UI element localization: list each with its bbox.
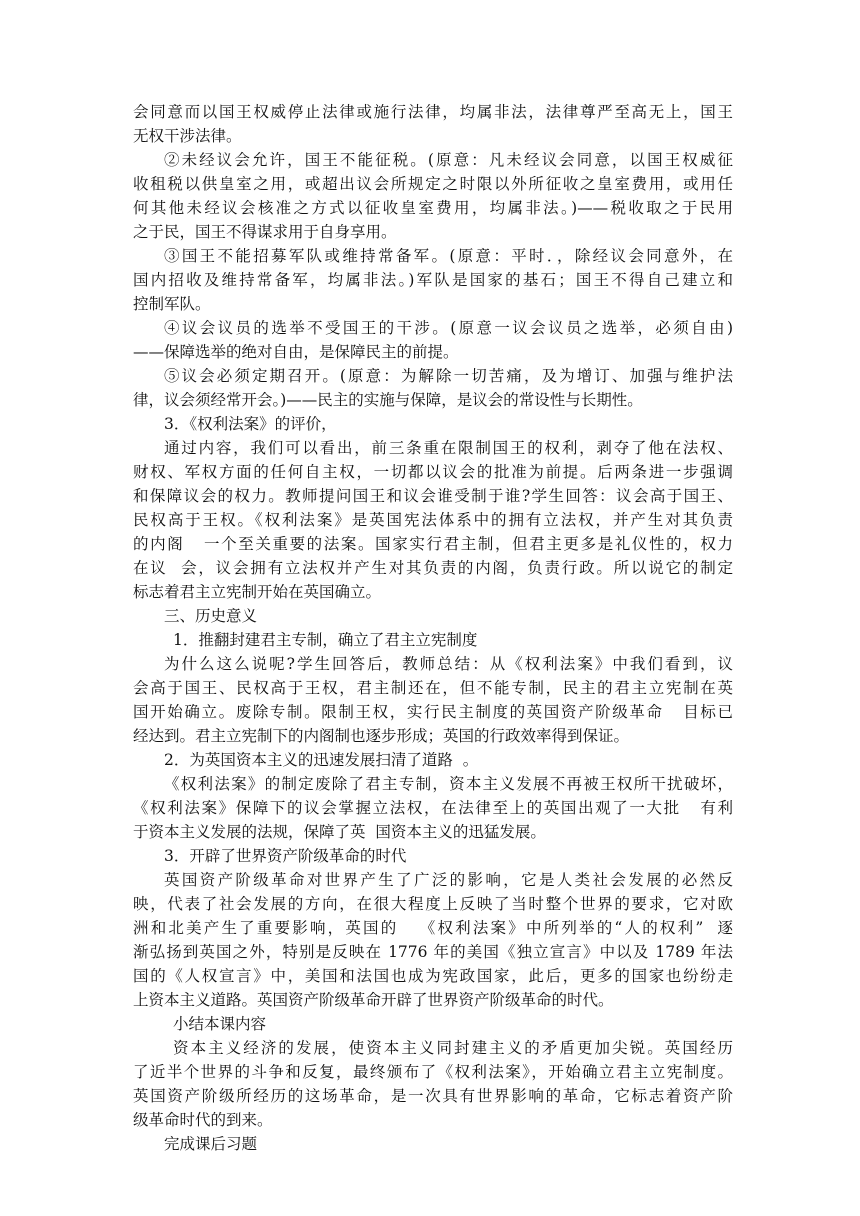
text-line: 于资本主义发展的法规，保障了英 国资本主义的迅猛发展。	[133, 823, 546, 841]
text-line: 国开始确立。废除专制。限制王权，实行民主制度的英国资产阶级革命 目标已	[133, 703, 733, 721]
text-line: 和保障议会的权力。教师提问国王和议会谁受制于谁?学生回答：议会高于国王、	[133, 487, 733, 505]
text-line: 的内阁 一个至关重要的法案。国家实行君主制，但君主更多是礼仪性的，权力	[133, 535, 733, 553]
text-line: 经达到。君主立宪制下的内阁制也逐步形成；英国的行政效率得到保证。	[133, 727, 630, 745]
text-line: ③国王不能招募军队或维持常备军。(原意：平时．，除经议会同意外，在	[164, 247, 733, 265]
text-line: 标志着君主立宪制开始在英国确立。	[133, 583, 382, 601]
text-line: 三、历史意义	[164, 607, 258, 625]
text-line: 上资本主义道路。英国资产阶级革命开辟了世界资产阶级革命的时代。	[133, 991, 614, 1009]
text-line: ④议会议员的选举不受国王的干涉。(原意一议会议员之选举，必须自由)	[164, 319, 733, 337]
text-line: ②未经议会允许，国王不能征税。(原意：凡未经议会同意，以国王权威征	[164, 151, 733, 169]
text-line: ——保障选举的绝对自由，是保障民主的前提。	[133, 343, 459, 361]
text-line: 洲和北美产生了重要影响，英国的 《权利法案》中所列举的“人的权利” 逐	[133, 919, 733, 937]
text-line: 小结本课内容	[173, 1015, 267, 1033]
text-line: 何其他未经议会核准之方式以征收皇室费用，均属非法。)——税收取之于民用	[133, 199, 733, 217]
text-line: 《权利法案》保障下的议会掌握立法权，在法律至上的英国出观了一大批 有利	[133, 799, 733, 817]
document-page	[133, 100, 733, 1156]
text-line: 通过内容，我们可以看出，前三条重在限制国王的权利，剥夺了他在法权、	[164, 439, 733, 457]
text-line: 英国资产阶级所经历的这场革命，是一次具有世界影响的革命，它标志着资产阶	[133, 1087, 733, 1105]
text-line: 2．为英国资本主义的迅速发展扫清了道路 。	[164, 751, 479, 769]
text-line: 在议 会，议会拥有立法权并产生对其负责的内阁，负责行政。所以说它的制定	[133, 559, 733, 577]
text-line: 3．《权利法案》的评价，	[164, 415, 337, 433]
text-line: 无权干涉法律。	[133, 127, 242, 145]
text-line: 律，议会须经常开会。)——民主的实施与保障，是议会的常设性与长期性。	[133, 391, 643, 409]
text-line: 会同意而以国王权威停止法律或施行法律，均属非法，法律尊严至高无上，国王	[133, 103, 733, 121]
text-line: 之于民，国王不得谋求用于自身享用。	[133, 223, 397, 241]
text-line: 收租税以供皇室之用，或超出议会所规定之时限以外所征收之皇室费用，或用任	[133, 175, 733, 193]
text-line: 级革命时代的到来。	[133, 1111, 273, 1129]
text-line: 为什么这么说呢?学生回答后，教师总结：从《权利法案》中我们看到，议	[164, 655, 733, 673]
text-line: 渐弘扬到英国之外，特别是反映在 1776 年的美国《独立宣言》中以及 1789 年法	[133, 943, 733, 961]
text-line: 映，代表了社会发展的方向，在很大程度上反映了当时整个世界的要求，它对欧	[133, 895, 733, 913]
text-line: 民权高于王权。《权利法案》是英国宪法体系中的拥有立法权，并产生对其负责	[133, 511, 733, 529]
text-line: 《权利法案》的制定废除了君主专制，资本主义发展不再被王权所干扰破坏，	[164, 775, 733, 793]
text-line: 了近半个世界的斗争和反复，最终颁布了《权利法案》，开始确立君主立宪制度。	[133, 1063, 733, 1081]
text-line: 财权、军权方面的任何自主权，一切都以议会的批准为前提。后两条进一步强调	[133, 463, 733, 481]
text-line: 国的《人权宣言》中，美国和法国也成为宪政国家，此后，更多的国家也纷纷走	[133, 967, 733, 985]
text-line: ⑤议会必须定期召开。(原意：为解除一切苦痛，及为增订、加强与维护法	[164, 367, 733, 385]
text-line: 资本主义经济的发展，使资本主义同封建主义的矛盾更加尖锐。英国经历	[173, 1039, 733, 1057]
text-line: 1．推翻封建君主专制，确立了君主立宪制度	[173, 631, 478, 649]
text-line: 会高于国王、民权高于王权，君主制还在，但不能专制，民主的君主立宪制在英	[133, 679, 733, 697]
text-line: 国内招收及维持常备军，均属非法。)军队是国家的基石；国王不得自己建立和	[133, 271, 733, 289]
text-line: 英国资产阶级革命对世界产生了广泛的影响，它是人类社会发展的必然反	[164, 871, 733, 889]
text-line: 完成课后习题	[164, 1135, 258, 1153]
text-line: 控制军队。	[133, 295, 211, 313]
text-line: 3．开辟了世界资产阶级革命的时代	[164, 847, 407, 865]
